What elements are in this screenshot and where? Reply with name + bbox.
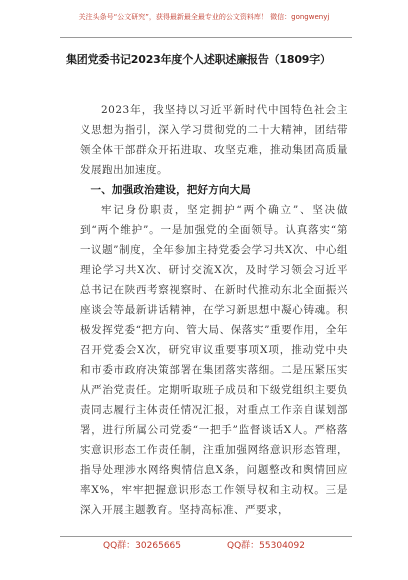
footer-qq-group-1: QQ群：30265665 xyxy=(103,541,181,551)
footer-divider xyxy=(60,536,352,537)
top-banner xyxy=(0,0,408,34)
section-heading: 一、加强政治建设，把好方向大局 xyxy=(90,184,251,196)
footer xyxy=(0,538,408,552)
section-paragraph: 牢记身份职责，坚定拥护“两个确立”、坚决做到“两个维护”。一是加强党的全面领导。认真落实“第一议题”制度，全年参加主持党委会学习共X次、中心组理论学习共X次、研讨交流X次，及时学习领会习近平总书记在陕西考察视察时、在新时代推动东北全面振兴座谈会等最新讲话精神，在学习新思想中凝心铸魂。积极发挥党委“把方向、管大局、保落实”重要作用，全年召开党委会X次，研究审议重要事项X项，推动党中央和市委市政府决策部署在集团落实落细。二是压紧压实从严治党责任。定期听取班子成员和下级党组织主要负责同志履行主体责任情况汇报，对重点工作亲自谋划部署，进行所属公司党委“一把手”监督谈话X人。严格落实意识形态工作责任制，注重加强网络意识形态管理，指导处理涉水网络舆情信息X条，问题整改和舆情回应率X%，牢牢把握意识形态工作领导权和主动权。三是深入开展主题教育。坚持高标准、严要求， xyxy=(80,204,348,516)
header-divider xyxy=(60,37,352,38)
top-banner-text: 关注头条号“公文研究”，获得最新最全最专业的公文资料库！ 微信：gongwenyj xyxy=(78,13,330,21)
document-body xyxy=(80,100,348,520)
document-title: 集团党委书记2023年度个人述职述廉报告（1809字） xyxy=(66,53,331,66)
intro-paragraph: 2023年，我坚持以习近平新时代中国特色社会主义思想为指引，深入学习贯彻党的二十大精神，团结带领全体干部群众开拓进取、攻坚克难，推动集团高质量发展跑出加速度。 xyxy=(80,104,348,176)
footer-qq-group-2: QQ群：55304092 xyxy=(227,541,305,551)
